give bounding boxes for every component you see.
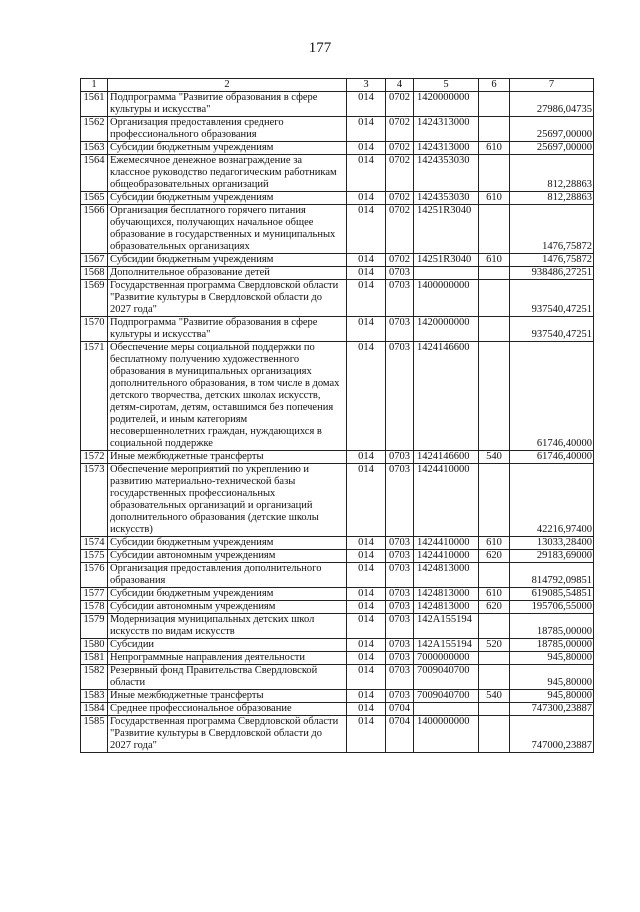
section-code-cell: 0704 (386, 703, 414, 716)
amount-cell: 18785,00000 (510, 639, 594, 652)
expense-type-cell: 610 (479, 537, 510, 550)
section-code-cell: 0703 (386, 652, 414, 665)
description-cell: Подпрограмма "Развитие образования в сфере культуры и искусства" (108, 92, 347, 117)
expense-type-cell (479, 563, 510, 588)
column-header: 5 (414, 79, 479, 92)
table-row (81, 451, 594, 464)
ministry-code-cell: 014 (347, 614, 386, 639)
table-row (81, 601, 594, 614)
amount-cell: 13033,28400 (510, 537, 594, 550)
amount-cell: 195706,55000 (510, 601, 594, 614)
table-row (81, 142, 594, 155)
description-cell: Государственная программа Свердловской области "Развитие культуры в Свердловской области до 2027 года" (108, 716, 347, 753)
expense-type-cell (479, 703, 510, 716)
target-article-cell: 1424813000 (414, 601, 479, 614)
description-cell: Государственная программа Свердловской области "Развитие культуры в Свердловской области до 2027 года" (108, 280, 347, 317)
description-cell: Обеспечение меры социальной поддержки по бесплатному получению художественного образования в муниципальных организациях дополнительного образования, в том числе в домах детского творчества, детских школах искусств, детям-сиротам, детям, оставшимся без попечения родителей, и иным категориям несовершеннолетних граждан, нуждающихся в социальной поддержке (108, 342, 347, 451)
description-cell: Субсидии бюджетным учреждениям (108, 537, 347, 550)
row-number-cell: 1574 (81, 537, 108, 550)
table-row (81, 192, 594, 205)
section-code-cell: 0702 (386, 192, 414, 205)
target-article-cell: 7009040700 (414, 665, 479, 690)
expense-type-cell (479, 342, 510, 451)
table-row (81, 652, 594, 665)
table-row (81, 317, 594, 342)
description-cell: Субсидии бюджетным учреждениям (108, 142, 347, 155)
target-article-cell: 142A155194 (414, 614, 479, 639)
amount-cell: 937540,47251 (510, 280, 594, 317)
amount-cell: 27986,04735 (510, 92, 594, 117)
section-code-cell: 0703 (386, 537, 414, 550)
description-cell: Субсидии бюджетным учреждениям (108, 192, 347, 205)
description-cell: Иные межбюджетные трансферты (108, 451, 347, 464)
table-row (81, 117, 594, 142)
section-code-cell: 0702 (386, 254, 414, 267)
row-number-cell: 1566 (81, 205, 108, 254)
target-article-cell: 1424410000 (414, 550, 479, 563)
column-header: 6 (479, 79, 510, 92)
description-cell: Организация предоставления дополнительного образования (108, 563, 347, 588)
expense-type-cell (479, 652, 510, 665)
target-article-cell (414, 703, 479, 716)
target-article-cell: 1420000000 (414, 92, 479, 117)
description-cell: Дополнительное образование детей (108, 267, 347, 280)
section-code-cell: 0703 (386, 464, 414, 537)
description-cell: Обеспечение мероприятий по укреплению и развитию материально-технической базы государственных профессиональных образовательных организаций и организаций дополнительного образования (детские школы искусств) (108, 464, 347, 537)
section-code-cell: 0703 (386, 588, 414, 601)
amount-cell: 938486,27251 (510, 267, 594, 280)
amount-cell: 25697,00000 (510, 142, 594, 155)
section-code-cell: 0703 (386, 614, 414, 639)
amount-cell: 945,80000 (510, 690, 594, 703)
ministry-code-cell: 014 (347, 317, 386, 342)
ministry-code-cell: 014 (347, 639, 386, 652)
row-number-cell: 1568 (81, 267, 108, 280)
ministry-code-cell: 014 (347, 652, 386, 665)
amount-cell: 18785,00000 (510, 614, 594, 639)
target-article-cell: 1424813000 (414, 588, 479, 601)
amount-cell: 814792,09851 (510, 563, 594, 588)
description-cell: Субсидии бюджетным учреждениям (108, 588, 347, 601)
ministry-code-cell: 014 (347, 117, 386, 142)
expense-type-cell: 540 (479, 690, 510, 703)
row-number-cell: 1576 (81, 563, 108, 588)
target-article-cell (414, 267, 479, 280)
description-cell: Субсидии автономным учреждениям (108, 601, 347, 614)
section-code-cell: 0703 (386, 267, 414, 280)
amount-cell: 25697,00000 (510, 117, 594, 142)
section-code-cell: 0702 (386, 155, 414, 192)
expense-type-cell (479, 280, 510, 317)
amount-cell: 747000,23887 (510, 716, 594, 753)
target-article-cell: 1424813000 (414, 563, 479, 588)
description-cell: Субсидии автономным учреждениям (108, 550, 347, 563)
description-cell: Подпрограмма "Развитие образования в сфере культуры и искусства" (108, 317, 347, 342)
row-number-cell: 1564 (81, 155, 108, 192)
description-cell: Непрограммные направления деятельности (108, 652, 347, 665)
row-number-cell: 1577 (81, 588, 108, 601)
column-header: 1 (81, 79, 108, 92)
ministry-code-cell: 014 (347, 254, 386, 267)
description-cell: Субсидии (108, 639, 347, 652)
expense-type-cell: 610 (479, 192, 510, 205)
table-row (81, 639, 594, 652)
ministry-code-cell: 014 (347, 192, 386, 205)
table-row (81, 550, 594, 563)
expense-type-cell: 620 (479, 550, 510, 563)
row-number-cell: 1573 (81, 464, 108, 537)
row-number-cell: 1567 (81, 254, 108, 267)
row-number-cell: 1582 (81, 665, 108, 690)
ministry-code-cell: 014 (347, 601, 386, 614)
expense-type-cell (479, 267, 510, 280)
ministry-code-cell: 014 (347, 563, 386, 588)
amount-cell: 1476,75872 (510, 205, 594, 254)
amount-cell: 61746,40000 (510, 451, 594, 464)
expense-type-cell (479, 155, 510, 192)
ministry-code-cell: 014 (347, 690, 386, 703)
amount-cell: 1476,75872 (510, 254, 594, 267)
target-article-cell: 1424313000 (414, 142, 479, 155)
table-row (81, 155, 594, 192)
amount-cell: 812,28863 (510, 192, 594, 205)
ministry-code-cell: 014 (347, 703, 386, 716)
amount-cell: 812,28863 (510, 155, 594, 192)
ministry-code-cell: 014 (347, 280, 386, 317)
expense-type-cell (479, 614, 510, 639)
row-number-cell: 1562 (81, 117, 108, 142)
section-code-cell: 0703 (386, 639, 414, 652)
table-row (81, 665, 594, 690)
expense-type-cell: 610 (479, 254, 510, 267)
table-row (81, 92, 594, 117)
row-number-cell: 1565 (81, 192, 108, 205)
target-article-cell: 142A155194 (414, 639, 479, 652)
description-cell: Субсидии бюджетным учреждениям (108, 254, 347, 267)
target-article-cell: 1420000000 (414, 317, 479, 342)
table-row (81, 267, 594, 280)
row-number-cell: 1580 (81, 639, 108, 652)
ministry-code-cell: 014 (347, 550, 386, 563)
expense-type-cell (479, 464, 510, 537)
description-cell: Среднее профессиональное образование (108, 703, 347, 716)
table-row (81, 342, 594, 451)
row-number-cell: 1561 (81, 92, 108, 117)
table-row (81, 464, 594, 537)
amount-cell: 747300,23887 (510, 703, 594, 716)
ministry-code-cell: 014 (347, 537, 386, 550)
target-article-cell: 1424410000 (414, 464, 479, 537)
amount-cell: 937540,47251 (510, 317, 594, 342)
row-number-cell: 1571 (81, 342, 108, 451)
target-article-cell: 1424146600 (414, 451, 479, 464)
table-row (81, 254, 594, 267)
row-number-cell: 1569 (81, 280, 108, 317)
section-code-cell: 0702 (386, 205, 414, 254)
target-article-cell: 7009040700 (414, 690, 479, 703)
ministry-code-cell: 014 (347, 464, 386, 537)
description-cell: Модернизация муниципальных детских школ искусств по видам искусств (108, 614, 347, 639)
section-code-cell: 0704 (386, 716, 414, 753)
row-number-cell: 1563 (81, 142, 108, 155)
amount-cell: 42216,97400 (510, 464, 594, 537)
table-header-row (81, 79, 594, 92)
ministry-code-cell: 014 (347, 142, 386, 155)
section-code-cell: 0703 (386, 563, 414, 588)
ministry-code-cell: 014 (347, 155, 386, 192)
ministry-code-cell: 014 (347, 92, 386, 117)
section-code-cell: 0703 (386, 690, 414, 703)
amount-cell: 945,80000 (510, 652, 594, 665)
row-number-cell: 1584 (81, 703, 108, 716)
row-number-cell: 1578 (81, 601, 108, 614)
section-code-cell: 0702 (386, 142, 414, 155)
target-article-cell: 1424410000 (414, 537, 479, 550)
ministry-code-cell: 014 (347, 716, 386, 753)
table-row (81, 537, 594, 550)
column-header: 4 (386, 79, 414, 92)
section-code-cell: 0703 (386, 601, 414, 614)
table-row (81, 280, 594, 317)
description-cell: Организация предоставления среднего профессионального образования (108, 117, 347, 142)
expense-type-cell (479, 117, 510, 142)
target-article-cell: 14251R3040 (414, 205, 479, 254)
target-article-cell: 14251R3040 (414, 254, 479, 267)
table-row (81, 588, 594, 601)
target-article-cell: 1400000000 (414, 280, 479, 317)
column-header: 3 (347, 79, 386, 92)
budget-table (80, 78, 594, 753)
row-number-cell: 1579 (81, 614, 108, 639)
description-cell: Ежемесячное денежное вознаграждение за классное руководство педагогическим работникам общеобразовательных организаций (108, 155, 347, 192)
column-header: 7 (510, 79, 594, 92)
row-number-cell: 1583 (81, 690, 108, 703)
section-code-cell: 0703 (386, 451, 414, 464)
expense-type-cell: 610 (479, 588, 510, 601)
row-number-cell: 1585 (81, 716, 108, 753)
ministry-code-cell: 014 (347, 665, 386, 690)
table-row (81, 703, 594, 716)
ministry-code-cell: 014 (347, 451, 386, 464)
section-code-cell: 0703 (386, 665, 414, 690)
section-code-cell: 0703 (386, 342, 414, 451)
description-cell: Иные межбюджетные трансферты (108, 690, 347, 703)
table-row (81, 690, 594, 703)
row-number-cell: 1575 (81, 550, 108, 563)
expense-type-cell: 520 (479, 639, 510, 652)
target-article-cell: 1424353030 (414, 155, 479, 192)
ministry-code-cell: 014 (347, 342, 386, 451)
column-header: 2 (108, 79, 347, 92)
amount-cell: 619085,54851 (510, 588, 594, 601)
expense-type-cell: 620 (479, 601, 510, 614)
page-number: 177 (308, 40, 332, 56)
table-row (81, 614, 594, 639)
target-article-cell: 7000000000 (414, 652, 479, 665)
expense-type-cell (479, 205, 510, 254)
expense-type-cell (479, 92, 510, 117)
ministry-code-cell: 014 (347, 588, 386, 601)
table-row (81, 563, 594, 588)
expense-type-cell (479, 716, 510, 753)
row-number-cell: 1581 (81, 652, 108, 665)
row-number-cell: 1570 (81, 317, 108, 342)
section-code-cell: 0702 (386, 117, 414, 142)
section-code-cell: 0702 (386, 92, 414, 117)
expense-type-cell (479, 317, 510, 342)
table-row (81, 205, 594, 254)
target-article-cell: 1424353030 (414, 192, 479, 205)
section-code-cell: 0703 (386, 317, 414, 342)
section-code-cell: 0703 (386, 280, 414, 317)
amount-cell: 61746,40000 (510, 342, 594, 451)
target-article-cell: 1400000000 (414, 716, 479, 753)
description-cell: Организация бесплатного горячего питания обучающихся, получающих начальное общее образование в государственных и муниципальных образовательных организациях (108, 205, 347, 254)
ministry-code-cell: 014 (347, 205, 386, 254)
section-code-cell: 0703 (386, 550, 414, 563)
description-cell: Резервный фонд Правительства Свердловской области (108, 665, 347, 690)
row-number-cell: 1572 (81, 451, 108, 464)
amount-cell: 945,80000 (510, 665, 594, 690)
target-article-cell: 1424146600 (414, 342, 479, 451)
amount-cell: 29183,69000 (510, 550, 594, 563)
expense-type-cell: 540 (479, 451, 510, 464)
expense-type-cell: 610 (479, 142, 510, 155)
ministry-code-cell: 014 (347, 267, 386, 280)
expense-type-cell (479, 665, 510, 690)
table-row (81, 716, 594, 753)
target-article-cell: 1424313000 (414, 117, 479, 142)
